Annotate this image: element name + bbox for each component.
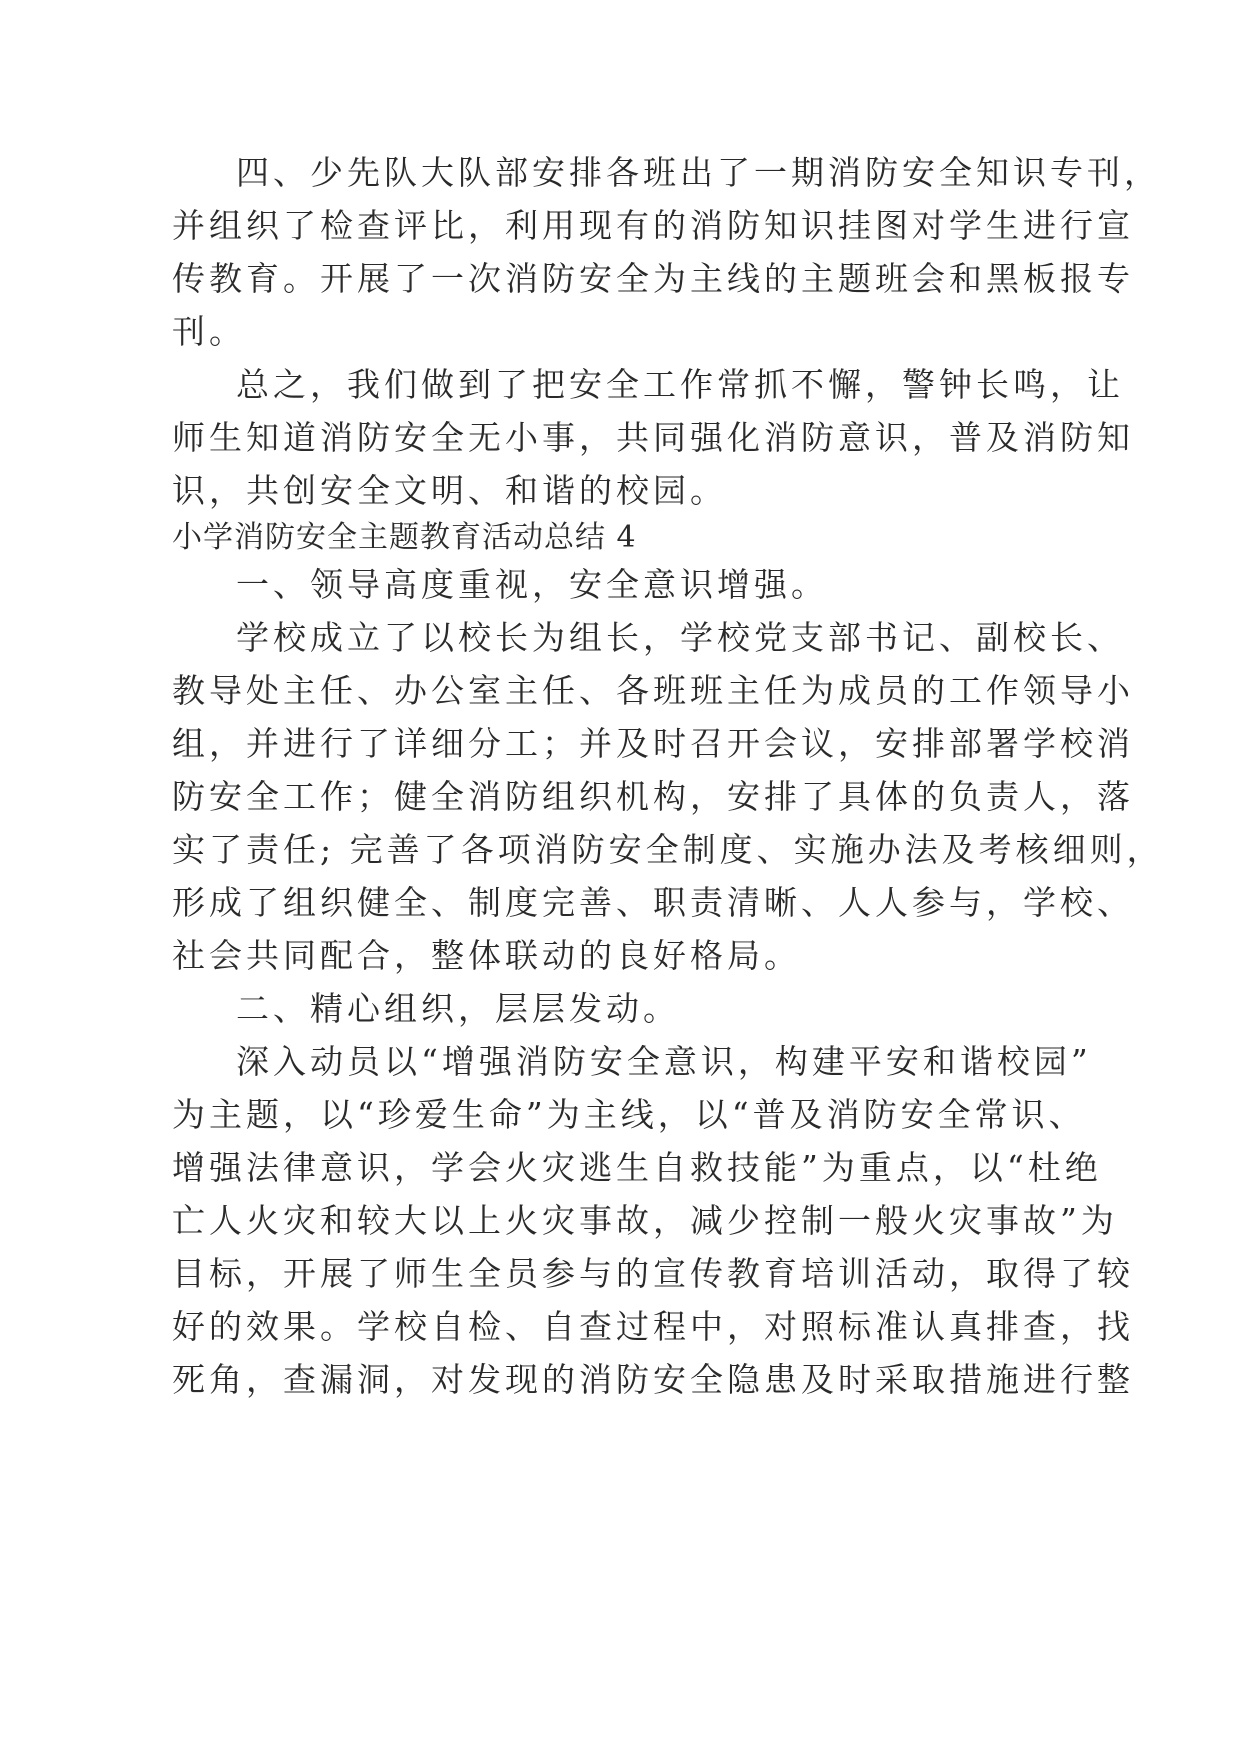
- text-line: 好的效果。学校自检、自查过程中，对照标准认真排查，找: [172, 1307, 1134, 1346]
- text-line: 形成了组织健全、制度完善、职责清晰、人人参与，学校、: [172, 883, 1134, 922]
- text-line: 学校成立了以校长为组长，学校党支部书记、副校长、: [236, 618, 1124, 657]
- text-line: 组，并进行了详细分工；并及时召开会议，安排部署学校消: [172, 724, 1134, 763]
- text-line: 并组织了检查评比，利用现有的消防知识挂图对学生进行宣: [172, 206, 1134, 245]
- text-line: 增强法律意识，学会火灾逃生自救技能”为重点，以“杜绝: [172, 1148, 1102, 1187]
- subheading: 一、领导高度重视，安全意识增强。: [236, 565, 828, 604]
- text-line: 目标，开展了师生全员参与的宣传教育培训活动，取得了较: [172, 1254, 1134, 1293]
- text-line: 实了责任; 完善了各项消防安全制度、实施办法及考核细则，: [172, 830, 1164, 869]
- text-line: 死角，查漏洞，对发现的消防安全隐患及时采取措施进行整: [172, 1360, 1134, 1399]
- text-line: 四、少先队大队部安排各班出了一期消防安全知识专刊，: [236, 153, 1161, 192]
- text-line: 为主题，以“珍爱生命”为主线，以“普及消防安全常识、: [172, 1095, 1086, 1134]
- text-line: 刊。: [172, 312, 246, 351]
- text-line: 识，共创安全文明、和谐的校园。: [172, 471, 727, 510]
- text-line: 教导处主任、办公室主任、各班班主任为成员的工作领导小: [172, 671, 1134, 710]
- text-line: 社会共同配合，整体联动的良好格局。: [172, 936, 801, 975]
- text-line: 深入动员以“增强消防安全意识，构建平安和谐校园”: [236, 1042, 1092, 1081]
- text-line: 防安全工作；健全消防组织机构，安排了具体的负责人，落: [172, 777, 1134, 816]
- subheading: 二、精心组织，层层发动。: [236, 989, 680, 1028]
- text-line: 传教育。开展了一次消防安全为主线的主题班会和黑板报专: [172, 259, 1134, 298]
- section-title: 小学消防安全主题教育活动总结 4: [172, 520, 637, 555]
- text-line: 亡人火灾和较大以上火灾事故，减少控制一般火灾事故”为: [172, 1201, 1118, 1240]
- text-line: 师生知道消防安全无小事，共同强化消防意识，普及消防知: [172, 418, 1134, 457]
- text-line: 总之，我们做到了把安全工作常抓不懈，警钟长鸣，让: [236, 365, 1124, 404]
